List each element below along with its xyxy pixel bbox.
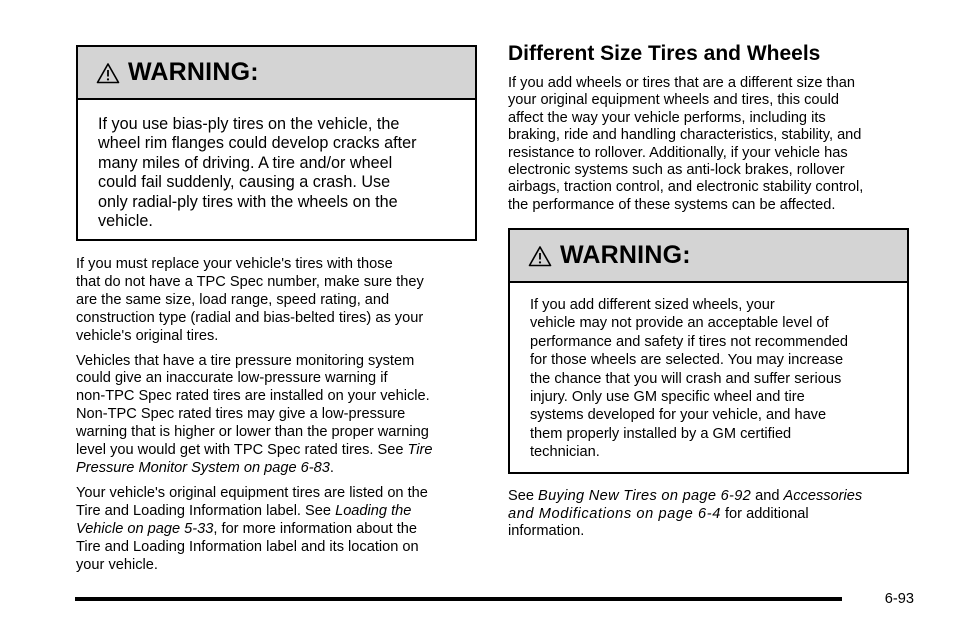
warning-line: systems developed for your vehicle, and have — [530, 407, 827, 424]
warning-line: them properly installed by a GM certified — [530, 425, 792, 442]
text-line: your original equipment wheels and tires, this could — [508, 92, 839, 109]
text-line: information. — [508, 523, 585, 540]
text-line: resistance to rollover. Additionally, if your vehicle has — [508, 144, 848, 161]
text-line: Tire and Loading Information label and its location on — [76, 538, 419, 555]
text-line: could give an inaccurate low-pressure warning if — [76, 370, 388, 387]
cross-reference-link[interactable]: Loading the — [335, 502, 412, 519]
warning-body — [510, 283, 907, 462]
warning-header — [510, 230, 907, 283]
text-line: that do not have a TPC Spec number, make sure they — [76, 273, 424, 290]
text-line: are the same size, load range, speed rating, and — [76, 291, 390, 308]
warning-line: many miles of driving. A tire and/or wheel — [98, 153, 393, 172]
warning-title: WARNING: — [560, 241, 691, 269]
warning-triangle-icon — [96, 62, 120, 84]
text-line: construction type (radial and bias-belted tires) as your — [76, 309, 424, 326]
text-line: Non-TPC Spec rated tires may give a low-pressure — [76, 406, 406, 423]
warning-header — [78, 47, 475, 100]
text-line: warning that is higher or lower than the proper warning — [76, 424, 429, 441]
text-line: Tire and Loading Information label. See — [76, 502, 336, 519]
paragraph-original-tires — [76, 485, 481, 575]
cross-reference-link[interactable]: Accessories — [783, 488, 863, 504]
warning-line: the chance that you will crash and suffer serious — [530, 370, 842, 387]
cross-reference-link[interactable]: Buying New Tires on page 6-92 — [538, 488, 752, 504]
warning-body — [78, 100, 475, 231]
text-line: the performance of these systems can be affected. — [508, 196, 836, 213]
cross-reference-link[interactable]: Tire — [407, 442, 433, 459]
text-line: electronic systems such as anti-lock brakes, rollover — [508, 162, 845, 179]
warning-line: technician. — [530, 444, 600, 461]
text-line: See — [508, 488, 539, 504]
footer-rule — [75, 597, 842, 601]
warning-title: WARNING: — [128, 58, 259, 86]
warning-line: performance and safety if tires not recommended — [530, 333, 848, 350]
cross-reference-link[interactable]: Pressure Monitor System on page 6-83 — [76, 459, 330, 476]
cross-reference-link[interactable]: and Modifications on page 6-4 — [508, 505, 721, 522]
right-column-text — [508, 75, 918, 214]
warning-line: If you use bias-ply tires on the vehicle, the — [98, 115, 400, 133]
text-line: vehicle's original tires. — [76, 327, 219, 344]
text-line: and — [751, 488, 784, 504]
warning-line: vehicle may not provide an acceptable level of — [530, 315, 829, 332]
warning-line: could fail suddenly, causing a crash. Use — [98, 173, 391, 192]
text-line: level you would get with TPC Spec rated tires. See — [76, 442, 408, 459]
text-line: , for more information about the — [213, 520, 418, 537]
left-column-text — [76, 256, 481, 581]
warning-box-bias-ply — [76, 45, 477, 241]
text-line: for additional — [720, 505, 809, 522]
warning-line: injury. Only use GM specific wheel and tire — [530, 389, 805, 406]
paragraph-tpms — [76, 353, 481, 478]
paragraph-tpc-replace — [76, 256, 481, 346]
warning-triangle-icon — [528, 245, 552, 267]
warning-line: only radial-ply tires with the wheels on the — [98, 192, 398, 211]
text-line: affect the way your vehicle performs, including its — [508, 109, 826, 126]
warning-line: vehicle. — [98, 212, 153, 231]
see-also-paragraph — [508, 488, 918, 541]
page-number: 6-93 — [884, 591, 914, 607]
text-line: If you add wheels or tires that are a different size than — [508, 75, 855, 91]
text-line: braking, ride and handling characteristics, stability, and — [508, 127, 862, 144]
warning-box-wheel-size — [508, 228, 909, 474]
text-line: Vehicles that have a tire pressure monitoring system — [76, 352, 415, 369]
warning-line: wheel rim flanges could develop cracks after — [98, 134, 417, 153]
text-line: airbags, traction control, and electronic stability control, — [508, 179, 864, 196]
text-line: . — [329, 459, 334, 476]
text-line: Your vehicle's original equipment tires are listed on the — [76, 484, 428, 501]
warning-line: for those wheels are selected. You may increase — [530, 352, 844, 369]
cross-reference-link[interactable]: Vehicle on page 5-33 — [76, 520, 214, 537]
text-line: If you must replace your vehicle's tires with those — [76, 256, 393, 272]
warning-line: If you add different sized wheels, your — [530, 297, 775, 313]
section-heading: Different Size Tires and Wheels — [508, 42, 821, 65]
text-line: your vehicle. — [76, 556, 158, 573]
text-line: non-TPC Spec rated tires are installed on your vehicle. — [76, 388, 430, 405]
